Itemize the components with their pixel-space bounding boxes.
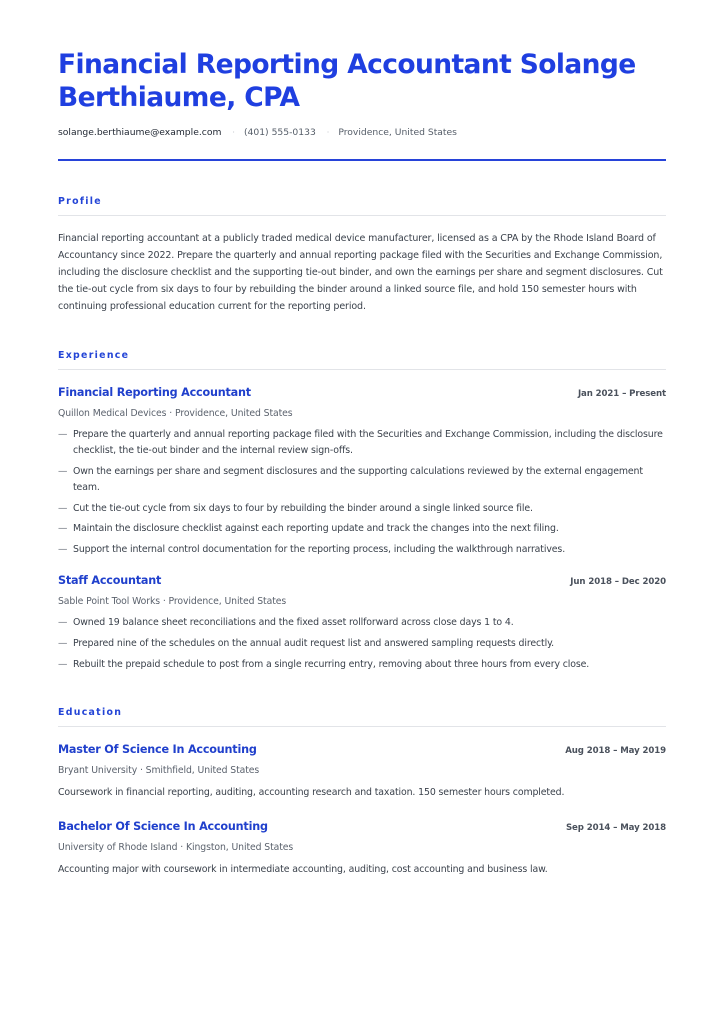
- bullet-text: Prepare the quarterly and annual reporting package filed with the Securities and Exchange Commission, including the disclosure checklist, the tie-out binder and the internal review sign-offs.: [73, 428, 663, 456]
- section-divider: [58, 215, 666, 216]
- contact-line: [58, 125, 666, 139]
- school: University of Rhode Island · Kingston, United States: [58, 842, 294, 854]
- education-section: [58, 706, 666, 877]
- job-bullets: [58, 615, 666, 673]
- list-item: [58, 636, 666, 652]
- profile-summary: Financial reporting accountant at a publicly traded medical device manufacturer, licensed as a CPA by the Rhode Island Board of Accountancy since 2022. Prepare the quarterly and annual reporting package filed with the Securities and Exchange Commission, including the disclosure checklist and the supporting tie-out binder, and own the earnings per share and segment disclosures. Cut the tie-out cycle from six days to four by rebuilding the binder around a linked source file, and hold 150 semester hours with continuing professional education current for the reporting period.: [58, 233, 663, 312]
- contact-email: solange.berthiaume@example.com: [58, 126, 222, 138]
- school: Bryant University · Smithfield, United States: [58, 765, 260, 777]
- dash-marker: —: [58, 523, 68, 535]
- contact-separator: ·: [326, 127, 330, 137]
- header-divider: [58, 159, 666, 161]
- dash-marker: —: [58, 658, 68, 670]
- experience-entry: [58, 386, 666, 559]
- job-title: Financial Reporting Accountant: [58, 385, 251, 399]
- entry-header: [58, 820, 666, 836]
- degree-title: Bachelor Of Science In Accounting: [58, 820, 268, 834]
- dash-marker: —: [58, 502, 68, 514]
- contact-location: Providence, United States: [338, 126, 457, 138]
- contact-separator: ·: [232, 127, 235, 137]
- job-bullets: [58, 427, 666, 559]
- dash-marker: —: [58, 638, 68, 650]
- entry-header: [58, 743, 666, 759]
- dash-marker: —: [58, 617, 68, 629]
- dash-marker: —: [58, 465, 68, 477]
- bullet-text: Support the internal control documentation for the reporting process, including the walkthrough narratives.: [73, 544, 566, 556]
- list-item: [58, 542, 666, 558]
- bullet-text: Owned 19 balance sheet reconciliations and the fixed asset rollforward across close days 1 to 4.: [73, 617, 514, 629]
- list-item: [58, 501, 666, 517]
- entry-header: [58, 574, 666, 590]
- bullet-text: Prepared nine of the schedules on the annual audit request list and answered sampling requests directly.: [73, 638, 555, 650]
- bullet-text: Rebuilt the prepaid schedule to post from a single recurring entry, removing about three hours from every close.: [73, 658, 590, 670]
- degree-title: Master Of Science In Accounting: [58, 743, 257, 757]
- dash-marker: —: [58, 544, 68, 556]
- education-entry: [58, 743, 666, 800]
- section-heading-profile: Profile: [58, 196, 102, 207]
- experience-entry: [58, 574, 666, 673]
- job-title: Staff Accountant: [58, 574, 162, 588]
- bullet-text: Cut the tie-out cycle from six days to four by rebuilding the binder around a single linked source file.: [73, 502, 533, 514]
- list-item: [58, 427, 666, 459]
- list-item: [58, 615, 666, 631]
- degree-dates: Sep 2014 – May 2018: [565, 823, 666, 834]
- entry-header: [58, 386, 666, 402]
- job-dates: Jun 2018 – Dec 2020: [570, 577, 666, 588]
- job-employer: Quillon Medical Devices · Providence, United States: [58, 407, 293, 419]
- page-title: Financial Reporting Accountant Solange Berthiaume, CPA: [58, 49, 636, 113]
- degree-description: Accounting major with coursework in intermediate accounting, auditing, cost accounting and business law.: [58, 864, 548, 876]
- experience-section: [58, 349, 666, 674]
- education-entry: [58, 820, 666, 877]
- dash-marker: —: [58, 428, 68, 440]
- section-heading-experience: Experience: [58, 349, 130, 361]
- list-item: [58, 521, 666, 537]
- contact-phone: (401) 555-0133: [243, 126, 316, 138]
- list-item: [58, 657, 666, 673]
- section-divider: [58, 726, 666, 727]
- job-employer: Sable Point Tool Works · Providence, United States: [58, 596, 287, 608]
- profile-section: [58, 195, 666, 316]
- bullet-text: Own the earnings per share and segment disclosures and the supporting calculations reviewed by the external engagement team.: [73, 465, 643, 493]
- section-divider: [58, 369, 666, 370]
- bullet-text: Maintain the disclosure checklist against each reporting update and track the changes into the next filing.: [73, 523, 559, 535]
- job-dates: Jan 2021 – Present: [577, 388, 666, 399]
- degree-description: Coursework in financial reporting, auditing, accounting research and taxation. 150 semester hours completed.: [58, 787, 565, 799]
- list-item: [58, 464, 666, 496]
- degree-dates: Aug 2018 – May 2019: [565, 746, 666, 757]
- section-heading-education: Education: [58, 707, 123, 719]
